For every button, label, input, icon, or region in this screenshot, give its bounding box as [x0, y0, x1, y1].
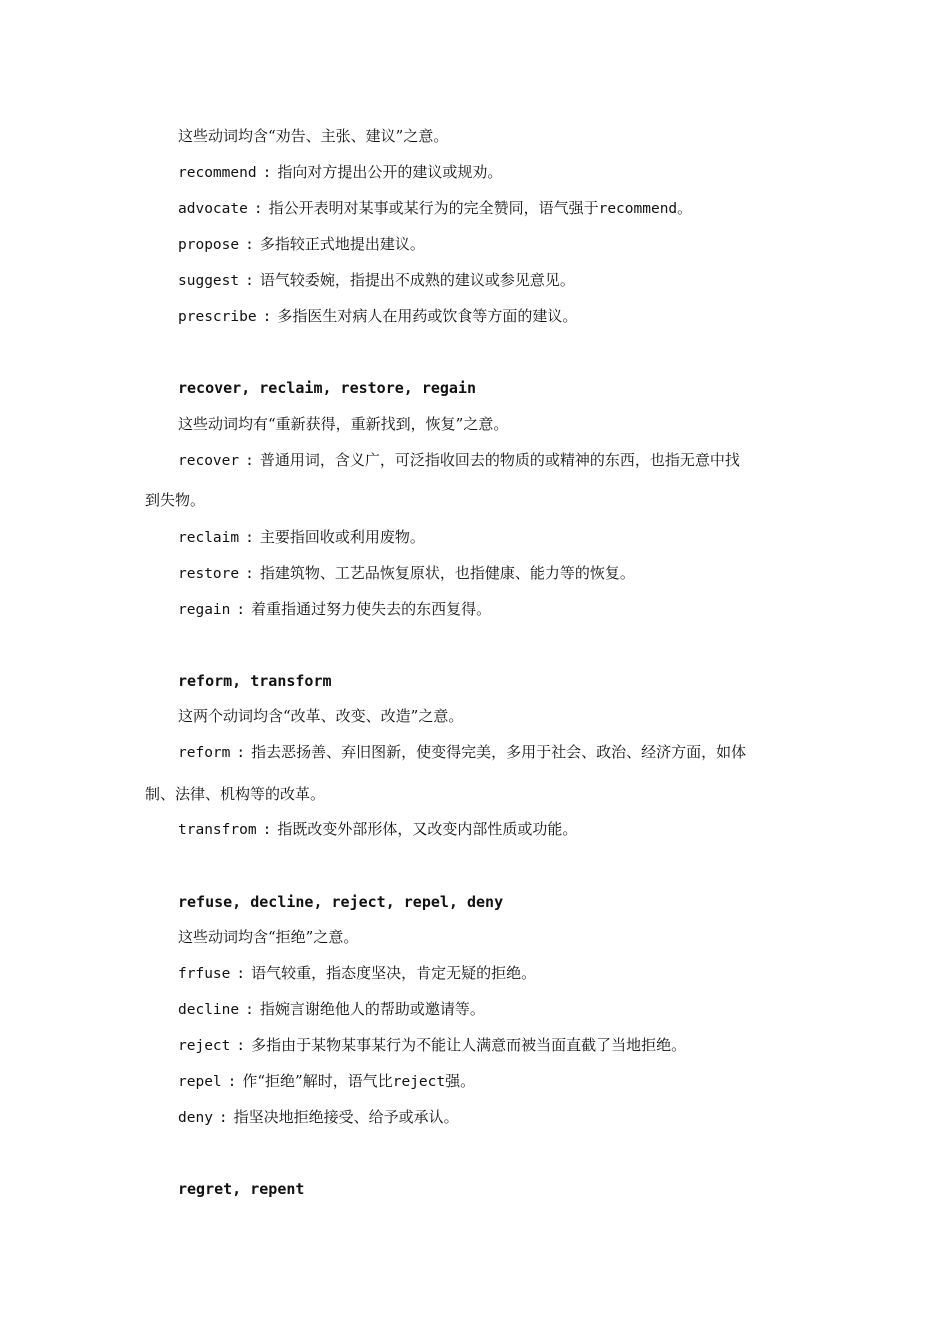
entry-term: prescribe	[178, 309, 257, 325]
entry-term: propose	[178, 237, 240, 253]
entry-line	[178, 527, 425, 548]
entry-term: transfrom	[178, 822, 257, 838]
entry-separator: :	[236, 1038, 246, 1054]
entry-separator: :	[236, 745, 246, 761]
section-heading: regret, repent	[178, 1180, 305, 1198]
section-intro: 这些动词均含“拒绝”之意。	[178, 928, 359, 946]
section-heading: recover, reclaim, restore, regain	[178, 379, 477, 397]
entry-separator: :	[262, 822, 272, 838]
entry-line	[178, 1107, 459, 1128]
entry-definition-term: recommend	[598, 201, 678, 217]
entry-definition: 指婉言谢绝他人的帮助或邀请等。	[259, 1000, 485, 1018]
entry-line	[178, 742, 746, 763]
entry-definition: 指坚决地拒绝接受、给予或承认。	[233, 1108, 459, 1126]
entry-definition-term: reject	[392, 1074, 446, 1090]
entry-line	[178, 599, 491, 620]
entry-definition: 多指医生对病人在用药或饮食等方面的建议。	[277, 307, 578, 325]
entry-definition: 指建筑物、工艺品恢复原状，也指健康、能力等的恢复。	[259, 564, 635, 582]
entry-separator: :	[236, 602, 246, 618]
entry-separator: :	[262, 309, 272, 325]
entry-separator: :	[253, 201, 263, 217]
entry-separator: :	[245, 453, 254, 469]
entry-definition: 指既改变外部形体，又改变内部性质或功能。	[277, 820, 578, 838]
entry-definition: 语气较重，指态度坚决，肯定无疑的拒绝。	[251, 964, 537, 982]
entry-line	[178, 270, 575, 291]
entry-term: reform	[178, 745, 231, 761]
entry-definition: 语气较委婉，指提出不成熟的建议或参见意见。	[259, 271, 575, 289]
entry-term: repel	[178, 1074, 222, 1090]
entry-term: restore	[178, 566, 240, 582]
entry-definition: 指向对方提出公开的建议或规劝。	[277, 163, 503, 181]
entry-line	[178, 963, 536, 984]
entry-term: deny	[178, 1110, 213, 1126]
entry-term: reject	[178, 1038, 231, 1054]
entry-term: frfuse	[178, 966, 231, 982]
entry-separator: :	[245, 566, 254, 582]
entry-separator: :	[218, 1110, 228, 1126]
entry-line	[178, 234, 425, 255]
entry-separator: :	[245, 1002, 254, 1018]
entry-separator: :	[236, 966, 246, 982]
entry-definition: 多指由于某物某事某行为不能让人满意而被当面直截了当地拒绝。	[251, 1036, 687, 1054]
entry-line	[178, 450, 740, 471]
section-intro: 这些动词均含“劝告、主张、建议”之意。	[178, 127, 449, 145]
entry-line	[178, 1035, 686, 1056]
entry-line	[178, 999, 485, 1020]
entry-definition-tail: 。	[677, 199, 693, 217]
entry-term: regain	[178, 602, 231, 618]
section-heading: reform, transform	[178, 672, 332, 690]
entry-definition: 多指较正式地提出建议。	[259, 235, 425, 253]
entry-definition: 普通用词，含义广，可泛指收回去的物质的或精神的东西，也指无意中找	[259, 451, 740, 469]
entry-definition: 指公开表明对某事或某行为的完全赞同，语气强于	[268, 199, 599, 217]
entry-separator: :	[262, 165, 272, 181]
section-intro: 这两个动词均含“改革、改变、改造”之意。	[178, 707, 464, 725]
entry-line	[178, 563, 635, 584]
section-intro: 这些动词均有“重新获得，重新找到，恢复”之意。	[178, 415, 509, 433]
entry-line	[178, 162, 502, 183]
entry-line	[178, 819, 577, 840]
entry-definition: 着重指通过努力使失去的东西复得。	[251, 600, 492, 618]
section-heading: refuse, decline, reject, repel, deny	[178, 893, 504, 911]
entry-term: suggest	[178, 273, 240, 289]
entry-separator: :	[245, 273, 254, 289]
entry-separator: :	[245, 530, 254, 546]
entry-term: reclaim	[178, 530, 240, 546]
entry-line	[178, 198, 692, 219]
entry-term: decline	[178, 1002, 240, 1018]
entry-line	[178, 306, 577, 327]
entry-term: advocate	[178, 201, 248, 217]
entry-separator: :	[245, 237, 254, 253]
entry-line	[178, 1071, 475, 1092]
entry-continuation: 制、法律、机构等的改革。	[145, 785, 326, 803]
entry-term: recover	[178, 453, 240, 469]
entry-term: recommend	[178, 165, 257, 181]
entry-definition: 主要指回收或利用废物。	[259, 528, 425, 546]
entry-definition: 指去恶扬善、弃旧图新，使变得完美，多用于社会、政治、经济方面，如体	[251, 743, 747, 761]
entry-definition-tail: 强。	[445, 1072, 476, 1090]
entry-definition: 作“拒绝”解时，语气比	[242, 1072, 393, 1090]
entry-separator: :	[227, 1074, 237, 1090]
entry-continuation: 到失物。	[145, 491, 206, 509]
